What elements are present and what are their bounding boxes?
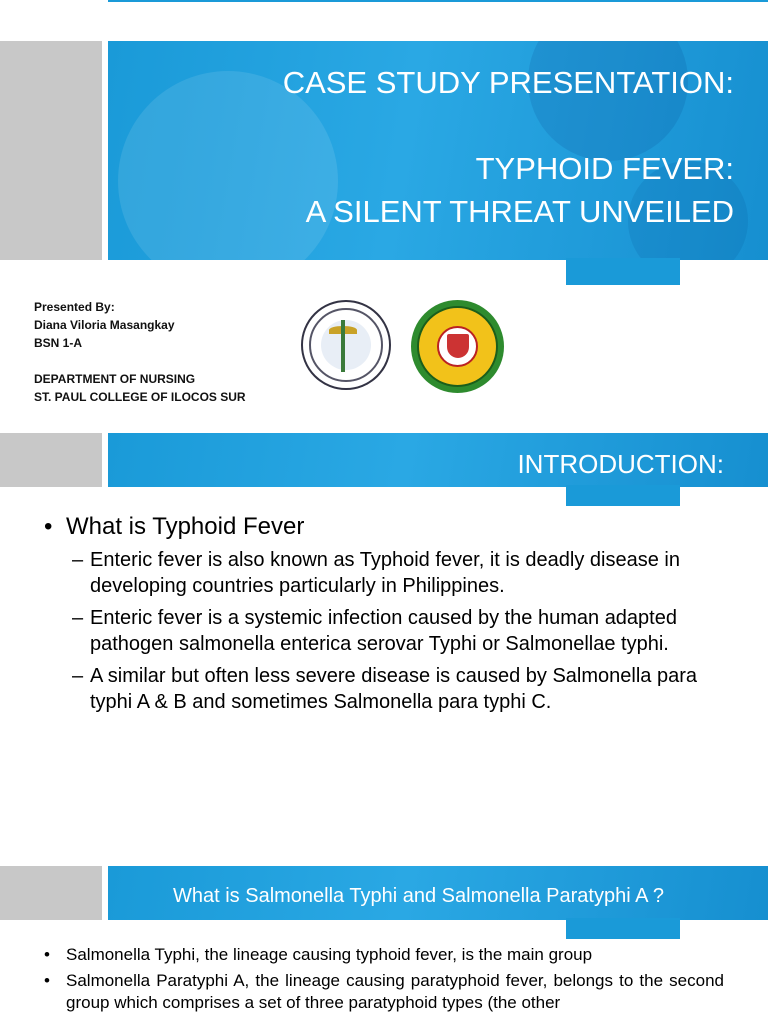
list-item [72, 663, 744, 715]
banner-tab [566, 258, 680, 285]
top-accent-line [108, 0, 768, 2]
sub-bullet-list [72, 547, 744, 715]
department: DEPARTMENT OF NURSING [34, 372, 196, 386]
banner-tab [566, 918, 680, 939]
bullet-list [44, 513, 744, 721]
dash-icon: – [72, 665, 84, 687]
bullet-text: What is Typhoid Fever [66, 513, 305, 540]
slide-heading: What is Salmonella Typhi and Salmonella Paratyphi A ? [173, 885, 665, 907]
banner-tab [566, 485, 680, 506]
list-item [44, 513, 744, 541]
slide-title [283, 61, 734, 233]
title-line: CASE STUDY PRESENTATION: [282, 65, 734, 100]
bullet-list [44, 944, 724, 1018]
st-paul-college-seal-logo [411, 300, 504, 393]
sub-bullet-text: A similar but often less severe disease is caused by Salmonella para typhi A & B and sometimes Salmonella para typhi C. [90, 665, 697, 713]
salmonella-slide [0, 866, 768, 1024]
gray-side-block [0, 866, 102, 920]
program: BSN 1-A [34, 336, 83, 350]
presenter-name: Diana Viloria Masangkay [34, 318, 175, 332]
title-line: TYPHOID FEVER: [475, 151, 734, 186]
bullet-text: Salmonella Paratyphi A, the lineage causing paratyphoid fever, belongs to the second group which comprises a set of three paratyphoid types (the other [66, 971, 724, 1012]
title-slide [0, 0, 768, 425]
presented-by-label: Presented By: [34, 300, 115, 314]
list-item [44, 970, 724, 1014]
bullet-text: Salmonella Typhi, the lineage causing typhoid fever, is the main group [66, 945, 593, 964]
presenter-info [34, 298, 246, 406]
bullet-icon: • [44, 945, 50, 964]
college: ST. PAUL COLLEGE OF ILOCOS SUR [34, 390, 246, 404]
dash-icon: – [72, 549, 84, 571]
list-item [44, 944, 724, 966]
bullet-icon: • [44, 971, 50, 990]
title-line: A SILENT THREAT UNVEILED [305, 194, 734, 229]
gray-side-block [0, 41, 102, 260]
nursing-seal-logo [301, 300, 391, 390]
introduction-slide [0, 433, 768, 833]
dash-icon: – [72, 607, 84, 629]
slide-heading: INTRODUCTION: [517, 449, 724, 479]
sub-bullet-text: Enteric fever is also known as Typhoid fever, it is deadly disease in developing countries particularly in Philippines. [90, 549, 680, 597]
list-item [72, 547, 744, 599]
sub-bullet-text: Enteric fever is a systemic infection caused by the human adapted pathogen salmonella enterica serovar Typhi or Salmonellae typhi. [90, 607, 677, 655]
bullet-icon: • [44, 513, 53, 540]
gray-side-block [0, 433, 102, 487]
list-item [72, 605, 744, 657]
